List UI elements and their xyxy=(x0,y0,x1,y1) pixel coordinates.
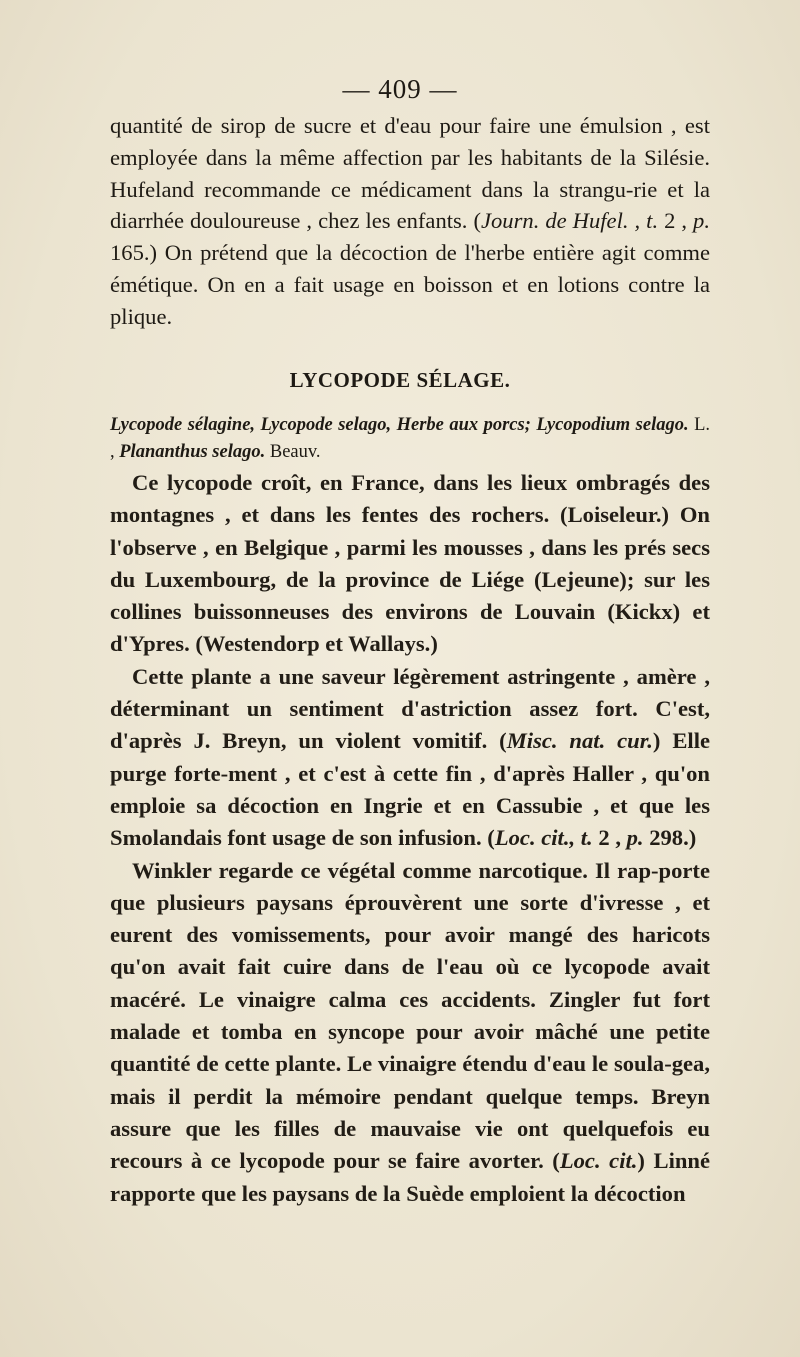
paragraph-text xyxy=(110,110,710,333)
page-number: — 409 — xyxy=(342,74,458,104)
text-run: 298.) xyxy=(643,825,697,851)
text-run: Winkler regarde ce végétal comme narcotique. Il rap-porte que plusieurs paysans éprouvèrent une sorte d'ivresse , et eurent des vomissements, pour avoir mangé des haricots qu'on avait fait cuire dans de l'eau où ce lycopode avait macéré. Le vinaigre calma ces accidents. Zingler fut fort malade et tomba en syncope pour avoir mâché une petite quantité de cette plante. Le vinaigre étendu d'eau le soula-gea, mais il perdit la mémoire pendant quelque temps. Breyn assure que les filles de mauvaise vie ont quelquefois eu recours à ce lycopode pour se faire avorter. ( xyxy=(110,857,710,1174)
citation: Loc. cit. xyxy=(559,1148,638,1174)
paragraph-properties xyxy=(110,661,710,855)
paragraph-toxicity xyxy=(110,855,710,1210)
section-body xyxy=(110,467,710,1210)
section-heading: LYCOPODE SÉLAGE. xyxy=(289,368,511,392)
text-run: quantité de sirop de sucre et d'eau pour faire une émulsion , est employée dans la même affection par les habitants de la Silésie. Hufeland recommande ce médicament dans la strangu-rie et la diarrhée douloureuse , chez les enfants. ( xyxy=(110,113,710,234)
citation: Loc. cit., t. xyxy=(494,825,593,851)
text-run: 2 , xyxy=(658,208,694,234)
continued-paragraph xyxy=(110,110,710,333)
text-run: ) Linné rapporte que les paysans de la Suède emploient la décoction xyxy=(110,1148,711,1206)
author-abbrev: Beauv. xyxy=(265,442,321,462)
synonyms-line xyxy=(110,412,710,466)
author-abbrev: L. , xyxy=(110,415,710,462)
paragraph-habitat: Ce lycopode croît, en France, dans les lieux ombragés des montagnes , et dans les fentes des rochers. (Loiseleur.) On l'observe , en Belgique , parmi les mousses , dans les prés secs du Luxembourg, de la province de Liége (Lejeune); sur les collines buissonneuses des environs de Louvain (Kickx) et d'Ypres. (Westendorp et Wallays.) xyxy=(110,470,710,657)
citation: p. xyxy=(693,208,710,234)
text-run: 2 , xyxy=(592,825,627,851)
synonym-name: Plananthus selago. xyxy=(119,442,266,462)
citation: Misc. nat. cur. xyxy=(506,728,653,754)
text-run: ) Elle purge forte-ment , et c'est à cette fin , d'après Haller , qu'on emploie sa décoction en Ingrie et en Cassubie , et que les Smolandais font usage de son infusion. ( xyxy=(110,728,710,851)
text-run: Cette plante a une saveur légèrement astringente , amère , déterminant un sentiment d'astriction assez fort. C'est, d'après J. Breyn, un violent vomitif. ( xyxy=(110,663,710,754)
text-run: 165.) On prétend que la décoction de l'herbe entière agit comme émétique. On en a fait usage en boisson et en lotions contre la plique. xyxy=(110,240,710,329)
citation: Journ. de Hufel. , t. xyxy=(480,208,659,234)
citation: p. xyxy=(626,825,644,851)
synonym-names: Lycopode sélagine, Lycopode selago, Herbe aux porcs; Lycopodium selago. xyxy=(110,415,689,435)
